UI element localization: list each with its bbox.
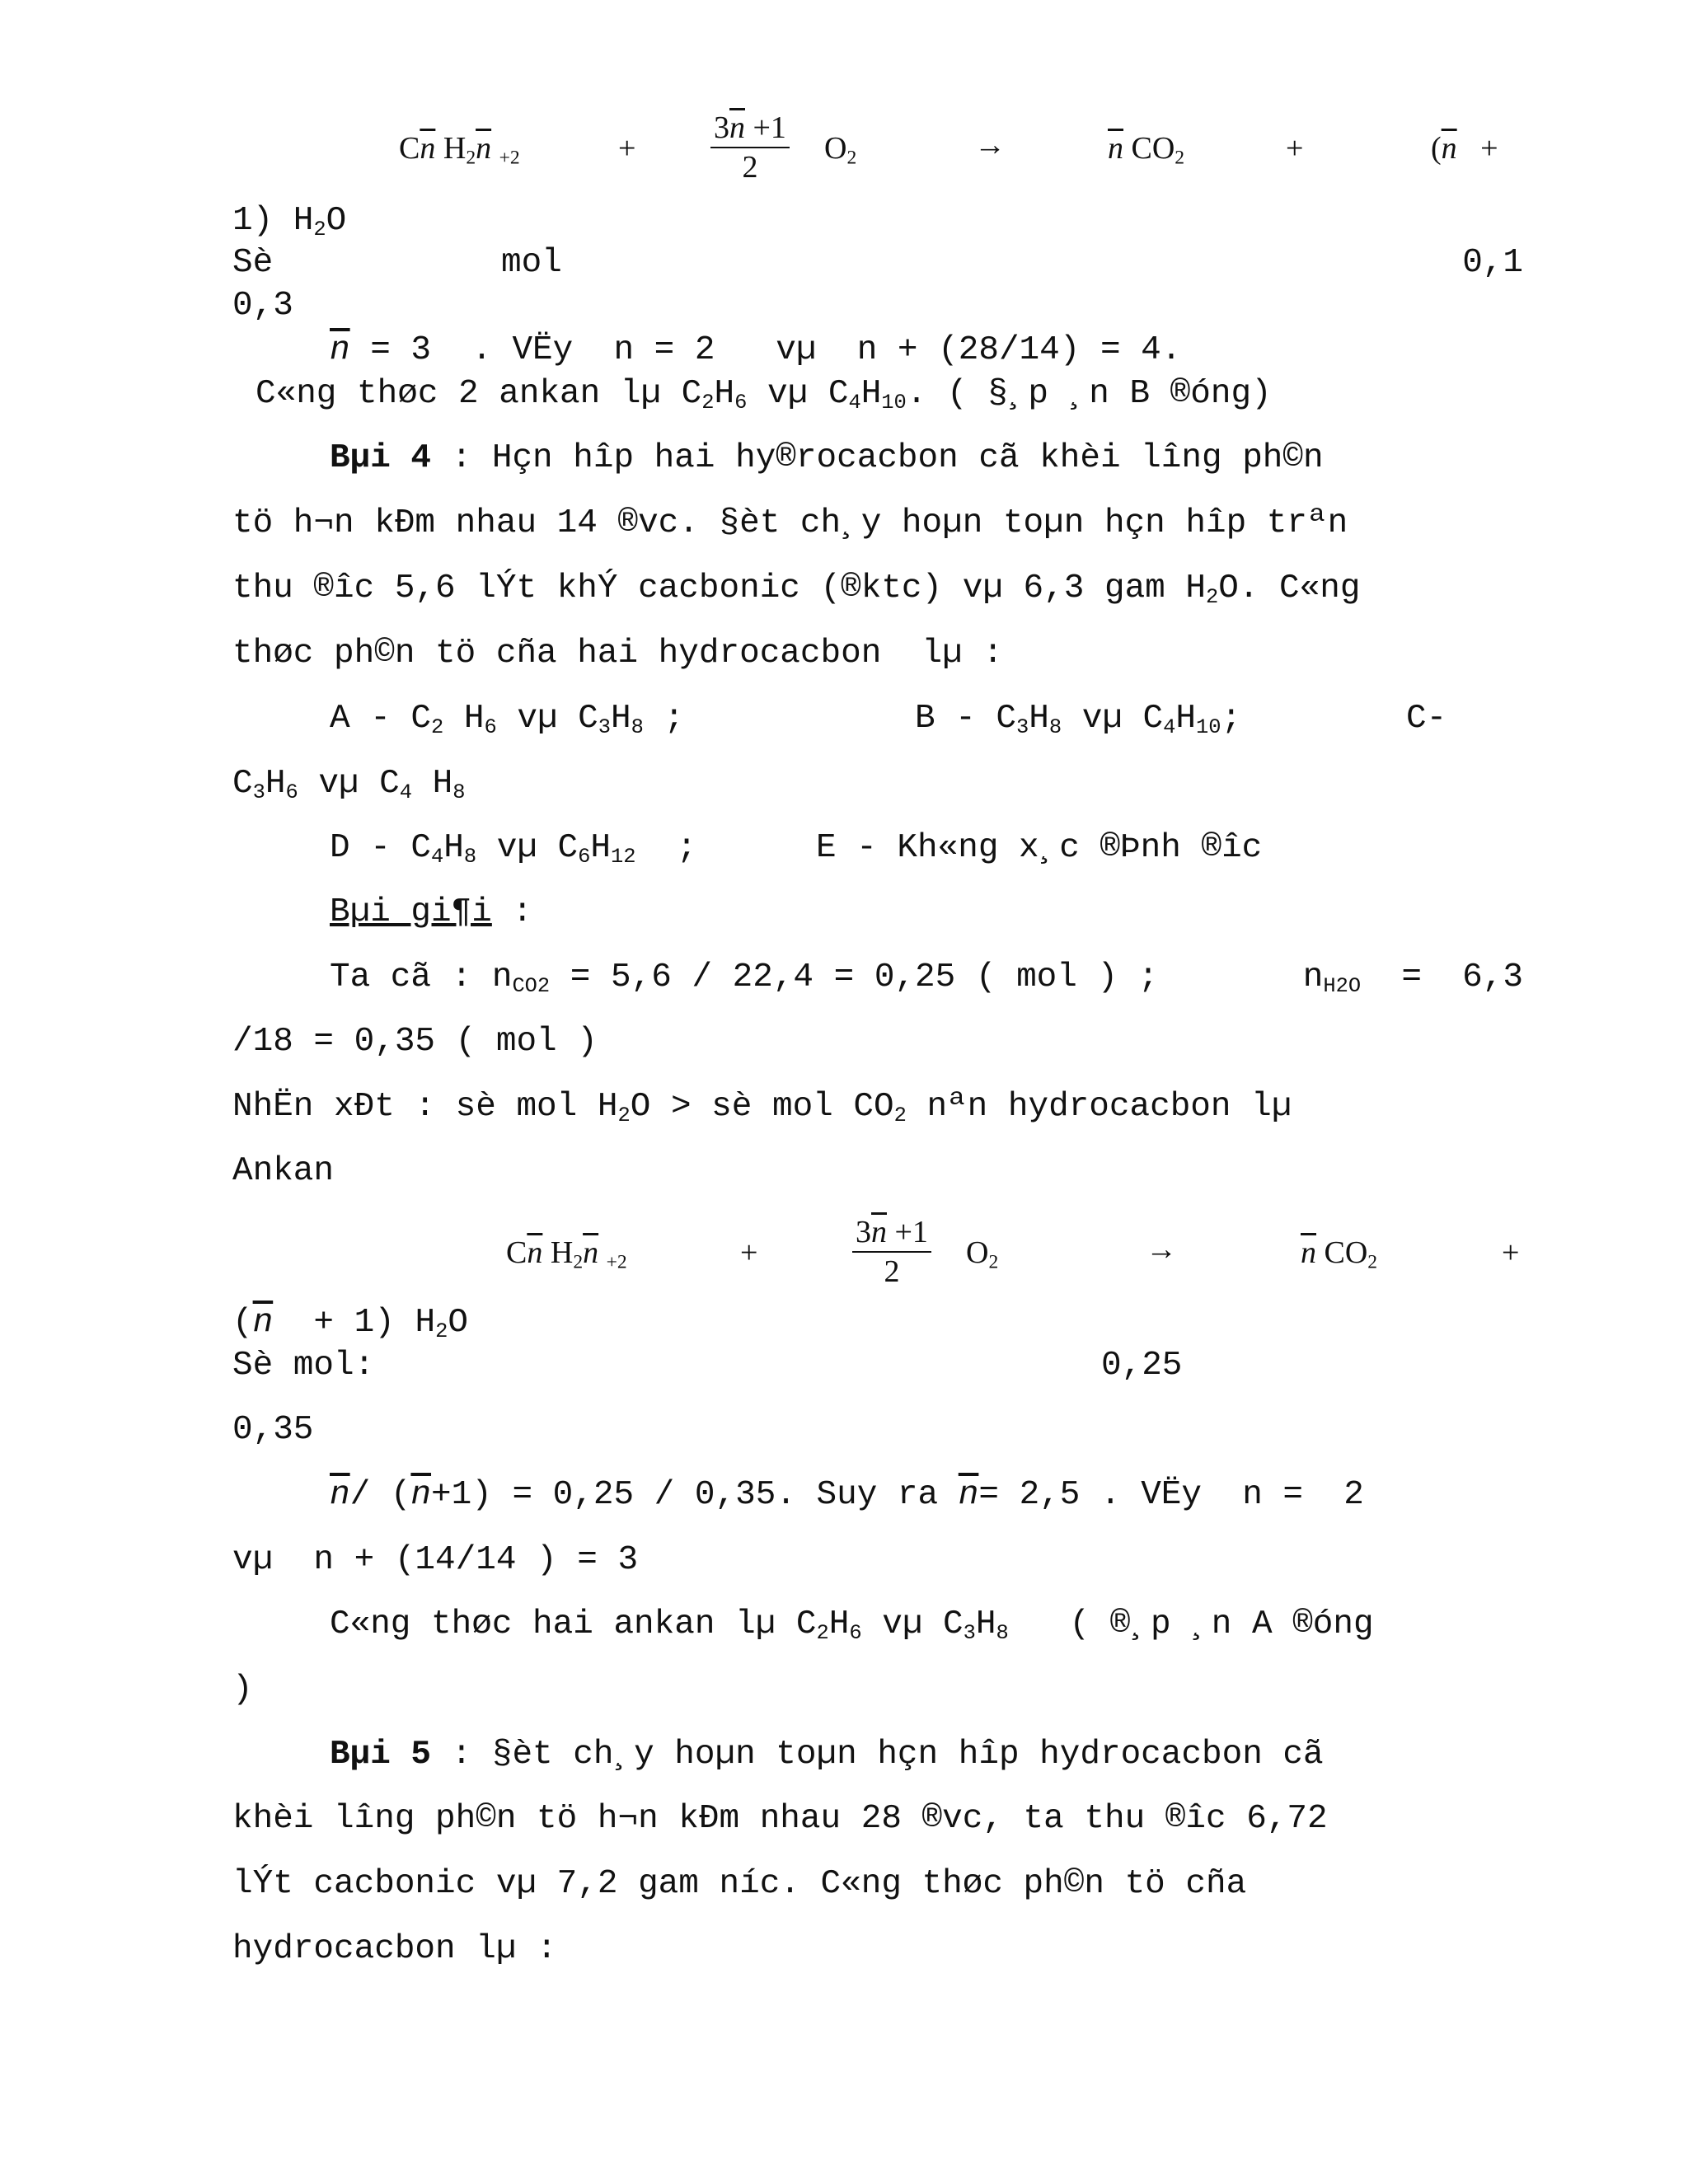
- mol-line2-value: 0,25: [1101, 1347, 1183, 1385]
- eq1-co2: $\overline{n}$ $CO_2$: [1108, 131, 1185, 169]
- eq2-fraction: $\frac{3\overline{n} +1}{2}$: [852, 1213, 931, 1291]
- n-bar-line: $\overline{n} = 3$ . VËy n = 2 vµ n + (28/14) = 4.: [330, 331, 1182, 369]
- eq1-fraction: $\frac{3\overline{n} +1}{2}$: [710, 109, 790, 186]
- eq1-continuation: 1) $H_2O$: [232, 202, 347, 242]
- bai5-line2: khèi lîng ph©n tö h¬n kÐm nhau 28 ®vc, ta thu ®îc 6,72: [232, 1800, 1328, 1838]
- bai4-line1: Bµi 4 : Hçn hîp hai hy®rocacbon cã khèi lîng ph©n: [330, 439, 1324, 477]
- option-c-label: C-: [1406, 700, 1447, 738]
- bai4-line4: thøc ph©n tö cña hai hydrocacbon lµ :: [232, 635, 1003, 673]
- option-e: E - Kh«ng x¸c ®Þnh ®îc: [816, 829, 1263, 867]
- eq1-plus2: +: [1286, 131, 1304, 166]
- nh2o-value: $n_{H2O} = 6,3$: [1302, 958, 1523, 999]
- ankan-line: Ankan: [232, 1152, 335, 1190]
- eq2-continuation: $(\overline{n} + 1)$ $H_2O$: [232, 1304, 468, 1344]
- eq1-plus: +: [618, 131, 636, 166]
- ratio-line2: vµ n + (14/14 ) = 3: [232, 1541, 639, 1579]
- eq1-o2: $O_2$: [824, 131, 857, 169]
- eq1-formula: $C\overline{n}$ $H_2\overline{n}$ $_{+2}$: [399, 131, 520, 169]
- line-18: /18 = 0,35 ( mol ): [232, 1023, 598, 1061]
- bai5-line3: lÝt cacbonic vµ 7,2 gam níc. C«ng thøc ph©n tö cña: [232, 1865, 1247, 1903]
- eq1-arrow: →: [974, 128, 1006, 162]
- bai5-line4: hydrocacbon lµ :: [232, 1930, 557, 1968]
- close-paren: ): [232, 1671, 253, 1708]
- mol-line2-label: Sè mol:: [232, 1347, 375, 1385]
- cong-thuc-line2: C«ng thøc hai ankan lµ $C_2H_6$ vµ $C_3H_8$ ( ®¸p ¸n A ®óng: [330, 1605, 1374, 1646]
- nhan-xet-line: NhËn xÐt : sè mol $H_2O$ > sè mol $CO_2$ nªn hydrocacbon lµ: [232, 1088, 1292, 1128]
- mol-line1-label: Sè: [232, 244, 274, 282]
- mol-line1-value: 0,1: [1462, 244, 1523, 282]
- option-a: A - $C_2$ $H_6$ vµ $C_3H_8$ ;: [330, 700, 685, 740]
- bai5-line1: Bµi 5 : §èt ch¸y hoµn toµn hçn hîp hydrocacbon cã: [330, 1736, 1324, 1774]
- option-b: B - $C_3H_8$ vµ $C_4H_{10}$;: [915, 700, 1242, 740]
- bai4-line2: tö h¬n kÐm nhau 14 ®vc. §èt ch¸y hoµn toµn hçn hîp trªn: [232, 504, 1348, 542]
- solution-heading: Bµi gi¶i :: [330, 893, 533, 931]
- ratio-line: $\overline{n}/$ $(\overline{n}+1) = 0,25 / 0,35$. Suy ra $\overline{n}= 2,5$ . VËy n = 2: [330, 1476, 1364, 1514]
- mol-line2-value2: 0,35: [232, 1411, 314, 1449]
- eq2-o2: $O_2$: [966, 1235, 999, 1273]
- option-c: $C_3H_6$ vµ $C_4$ $H_8$: [232, 765, 466, 805]
- eq2-arrow: →: [1146, 1232, 1177, 1267]
- option-d: D - $C_4H_8$ vµ $C_6H_{12}$ ;: [330, 829, 697, 869]
- bai4-line3: thu ®îc 5,6 lÝt khÝ cacbonic (®ktc) vµ 6,3 gam $H_2O$. C«ng: [232, 569, 1361, 610]
- cong-thuc-line1: C«ng thøc 2 ankan lµ $C_2H_6$ vµ $C_4H_{10}$. ( §¸p ¸n B ®óng): [256, 375, 1272, 415]
- ta-co-line: Ta cã : $n_{CO2} = 5,6 / 22,4 = 0,25$ ( mol ) ;: [330, 958, 1159, 999]
- eq1-open: ($\overline{n}$ +: [1431, 131, 1498, 166]
- eq2-formula: $C\overline{n}$ $H_2\overline{n}$ $_{+2}$: [506, 1235, 627, 1273]
- mol-line1-unit: mol: [501, 244, 562, 282]
- eq2-co2: $\overline{n}$ $CO_2$: [1301, 1235, 1378, 1273]
- eq2-plus2: +: [1502, 1235, 1520, 1270]
- mol-line1-value2: 0,3: [232, 287, 293, 325]
- eq2-plus: +: [740, 1235, 758, 1270]
